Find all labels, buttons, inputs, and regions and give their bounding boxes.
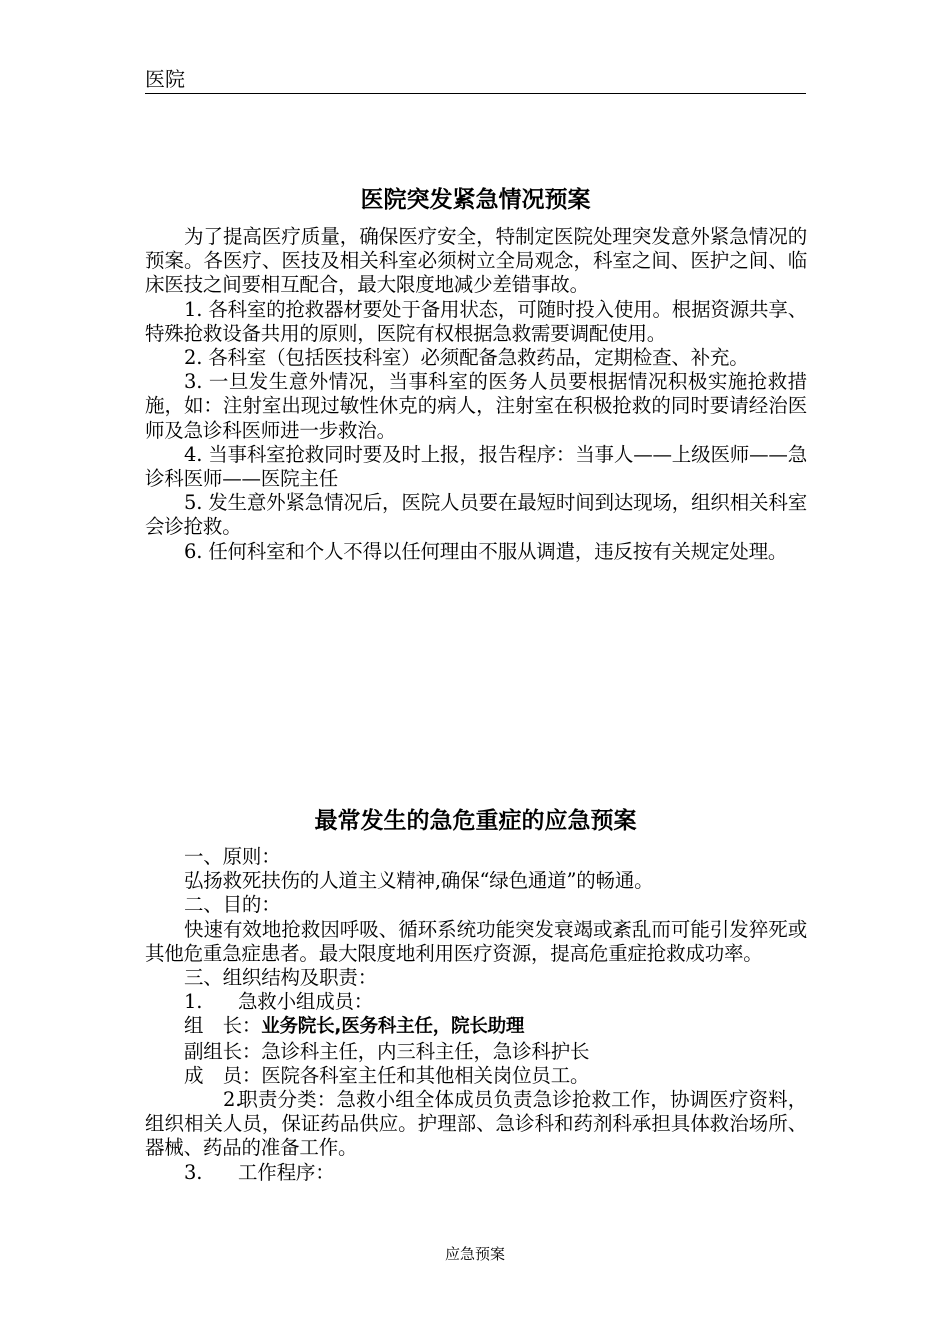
members-value: 医院各科室主任和其他相关岗位员工。 [261,1063,590,1087]
principle-heading: 一、原则： [184,845,281,868]
rule-4-paragraph: 4. 当事科室抢救同时要及时上报，报告程序：当事人——上级医师——急诊科医师——医院主任 [145,442,807,491]
section1-body [145,225,807,564]
item-2-text: 职责分类：急救小组全体成员负责急诊抢救工作，协调医疗资料，组织相关人员，保证药品供应。护理部、急诊科和药剂科承担具体救治场所、器械、药品的准备工作。 [145,1088,807,1160]
section2-title: 最常发生的急危重症的应急预案 [314,808,637,834]
members-label: 成 员： [184,1063,262,1087]
rule-1-paragraph: 1. 各科室的抢救器材要处于备用状态，可随时投入使用。根据资源共享、特殊抢救设备共用的原则，医院有权根据急救需要调配使用。 [145,297,807,345]
rule-6-paragraph: 6. 任何科室和个人不得以任何理由不服从调遣，违反按有关规定处理。 [184,539,788,563]
item-3-number: 3. [184,1160,203,1184]
item-1-number: 1. [184,990,203,1014]
rule-5-paragraph: 5. 发生意外紧急情况后，医院人员要在最短时间到达现场，组织相关科室会诊抢救。 [145,491,807,539]
item-2-number: 2. [223,1088,242,1112]
org-heading: 三、组织结构及职责： [184,966,378,990]
item-1-text: 急救小组成员： [238,990,374,1014]
rule-3-paragraph: 3. 一旦发生意外情况，当事科室的医务人员要根据情况积极实施抢救措施，如：注射室出现过敏性休克的病人，注射室在积极抢救的同时要请经治医师及急诊科医师进一步救治。 [145,370,807,442]
members-line [145,1064,807,1088]
intro-paragraph: 为了提高医疗质量，确保医疗安全，特制定医院处理突发意外紧急情况的预案。各医疗、医技及相关科室必须树立全局观念，科室之间、医护之间、临床医技之间要相互配合，最大限度地减少差错事故。 [145,225,807,297]
section2-body [145,845,807,1185]
page-header: 医院 [145,67,185,91]
vice-leader-line [145,1040,807,1064]
item-3-line [145,1161,807,1185]
leader-line [145,1014,807,1039]
section1-title: 医院突发紧急情况预案 [360,187,591,213]
leader-value: 业务院长,医务科主任，院长助理 [261,1016,525,1038]
header-divider [145,93,806,94]
vice-leader-label: 副组长： [184,1039,262,1063]
leader-label: 组 长： [184,1014,262,1038]
item-1-line [145,990,807,1014]
page-footer: 应急预案 [444,1245,505,1263]
goal-text: 快速有效地抢救因呼吸、循环系统功能突发衰竭或紊乱而可能引发猝死或其他危重急症患者。最大限度地利用医疗资源，提高危重症抢救成功率。 [145,917,807,965]
item-3-text: 工作程序： [238,1160,335,1184]
principle-text: 弘扬救死扶伤的人道主义精神,确保“绿色通道”的畅通。 [184,869,654,893]
goal-heading: 二、目的： [184,893,281,917]
rule-2-paragraph: 2. 各科室（包括医技科室）必须配备急救药品，定期检查、补充。 [184,346,749,370]
vice-leader-value: 急诊科主任，内三科主任，急诊科护长 [261,1039,590,1063]
item-2-paragraph [145,1088,807,1161]
